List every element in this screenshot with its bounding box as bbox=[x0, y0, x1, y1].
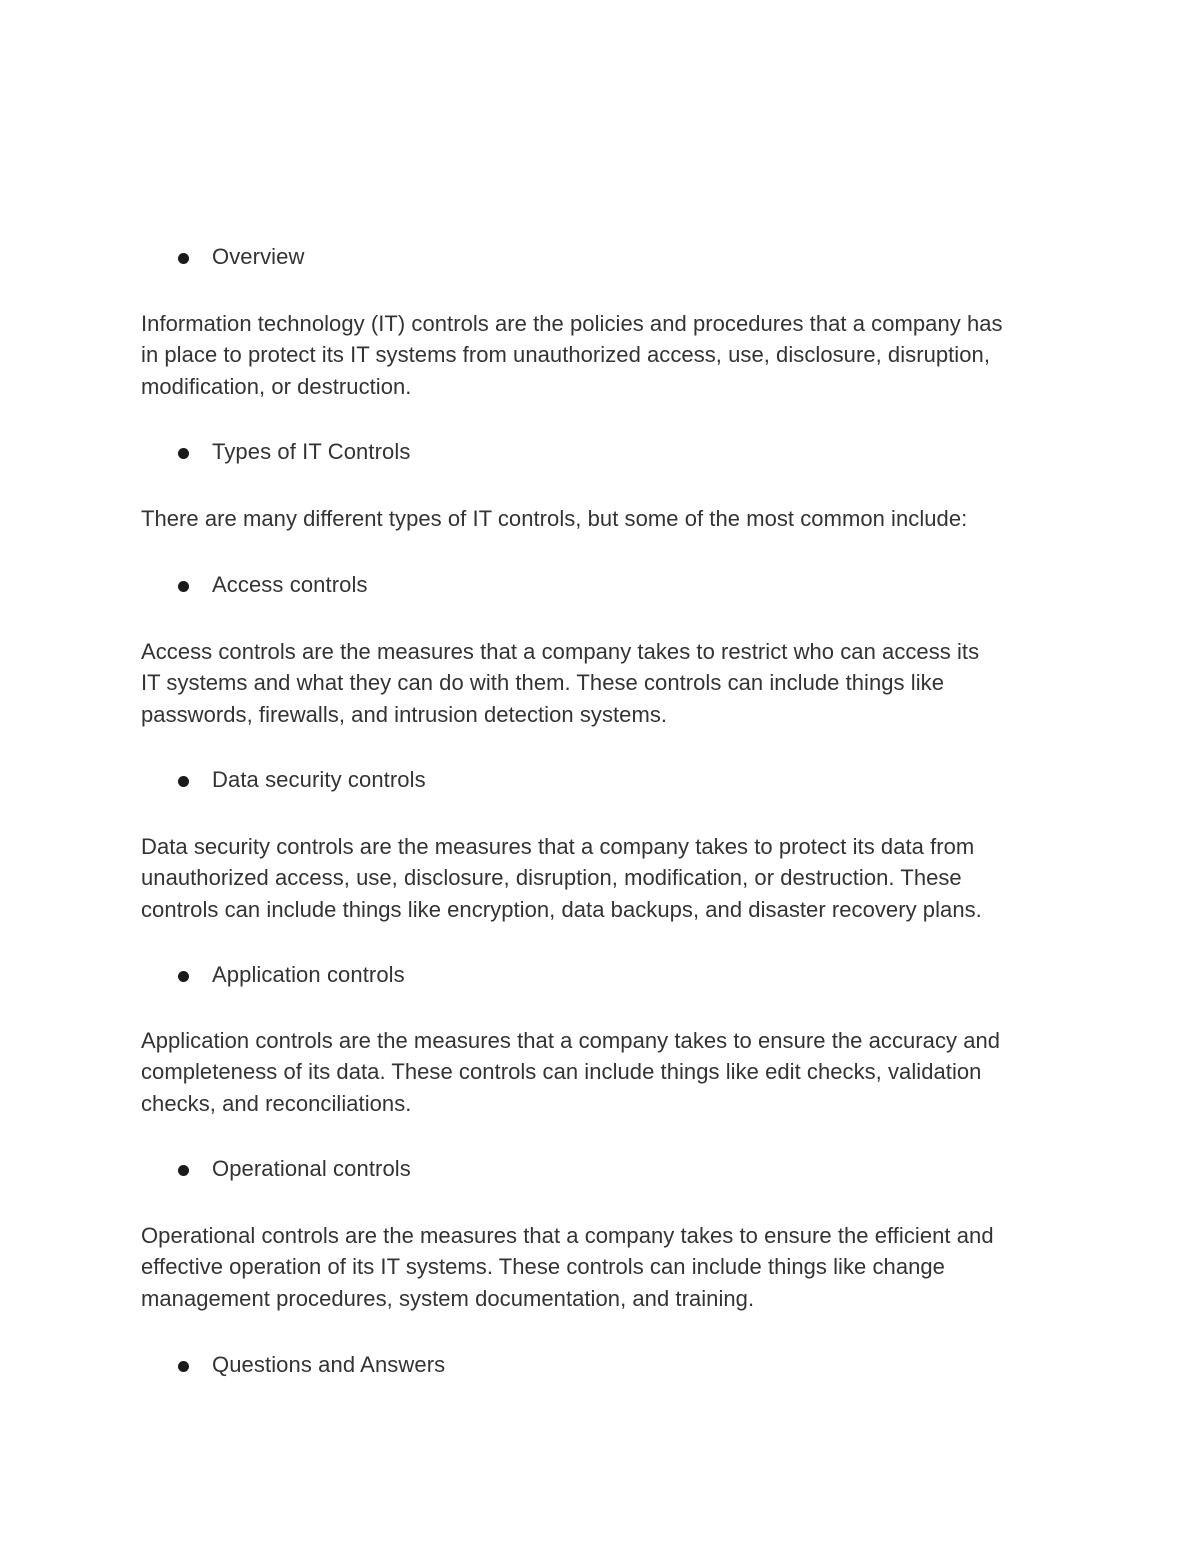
section-heading: Types of IT Controls bbox=[212, 439, 411, 464]
paragraph-line: effective operation of its IT systems. These controls can include things like change bbox=[141, 1254, 945, 1280]
bullet-item-operational bbox=[178, 1153, 411, 1185]
bullet-icon bbox=[178, 971, 189, 982]
section-heading: Overview bbox=[212, 244, 305, 269]
section-heading: Operational controls bbox=[212, 1156, 411, 1181]
paragraph-line: in place to protect its IT systems from unauthorized access, use, disclosure, disruption, bbox=[141, 342, 990, 368]
section-heading: Access controls bbox=[212, 572, 368, 597]
bullet-icon bbox=[178, 253, 189, 264]
paragraph-line: There are many different types of IT controls, but some of the most common include: bbox=[141, 506, 968, 531]
paragraph-operational bbox=[141, 1220, 1081, 1314]
bullet-icon bbox=[178, 776, 189, 787]
paragraph-data-security bbox=[141, 831, 1081, 925]
paragraph-access bbox=[141, 636, 1081, 730]
paragraph-line: management procedures, system documentation, and training. bbox=[141, 1285, 755, 1311]
bullet-icon bbox=[178, 1165, 189, 1176]
paragraph-line: Access controls are the measures that a company takes to restrict who can access its bbox=[141, 639, 980, 664]
bullet-item-access bbox=[178, 569, 368, 601]
bullet-item-application bbox=[178, 959, 405, 991]
paragraph-line: checks, and reconciliations. bbox=[141, 1090, 412, 1116]
paragraph-line: completeness of its data. These controls can include things like edit checks, validation bbox=[141, 1059, 982, 1085]
bullet-icon bbox=[178, 1361, 189, 1372]
paragraph-application bbox=[141, 1025, 1081, 1119]
paragraph-line: Operational controls are the measures that a company takes to ensure the efficient and bbox=[141, 1223, 994, 1248]
bullet-item-questions bbox=[178, 1349, 445, 1381]
bullet-item-overview bbox=[178, 241, 305, 273]
paragraph-line: IT systems and what they can do with them. These controls can include things like bbox=[141, 670, 944, 696]
paragraph-line: modification, or destruction. bbox=[141, 373, 412, 399]
bullet-icon bbox=[178, 448, 189, 459]
section-heading: Questions and Answers bbox=[212, 1352, 446, 1377]
paragraph-overview bbox=[141, 308, 1081, 402]
paragraph-line: Data security controls are the measures that a company takes to protect its data from bbox=[141, 834, 975, 859]
bullet-icon bbox=[178, 581, 189, 592]
section-heading: Data security controls bbox=[212, 767, 426, 792]
paragraph-line: controls can include things like encryption, data backups, and disaster recovery plans. bbox=[141, 896, 982, 922]
paragraph-line: passwords, firewalls, and intrusion detection systems. bbox=[141, 701, 668, 727]
bullet-item-data-security bbox=[178, 764, 426, 796]
paragraph-types bbox=[141, 503, 1081, 534]
paragraph-line: Information technology (IT) controls are the policies and procedures that a company has bbox=[141, 311, 1003, 336]
paragraph-line: Application controls are the measures that a company takes to ensure the accuracy and bbox=[141, 1028, 1001, 1053]
paragraph-line: unauthorized access, use, disclosure, disruption, modification, or destruction. These bbox=[141, 865, 962, 891]
bullet-item-types bbox=[178, 436, 410, 468]
section-heading: Application controls bbox=[212, 962, 405, 987]
